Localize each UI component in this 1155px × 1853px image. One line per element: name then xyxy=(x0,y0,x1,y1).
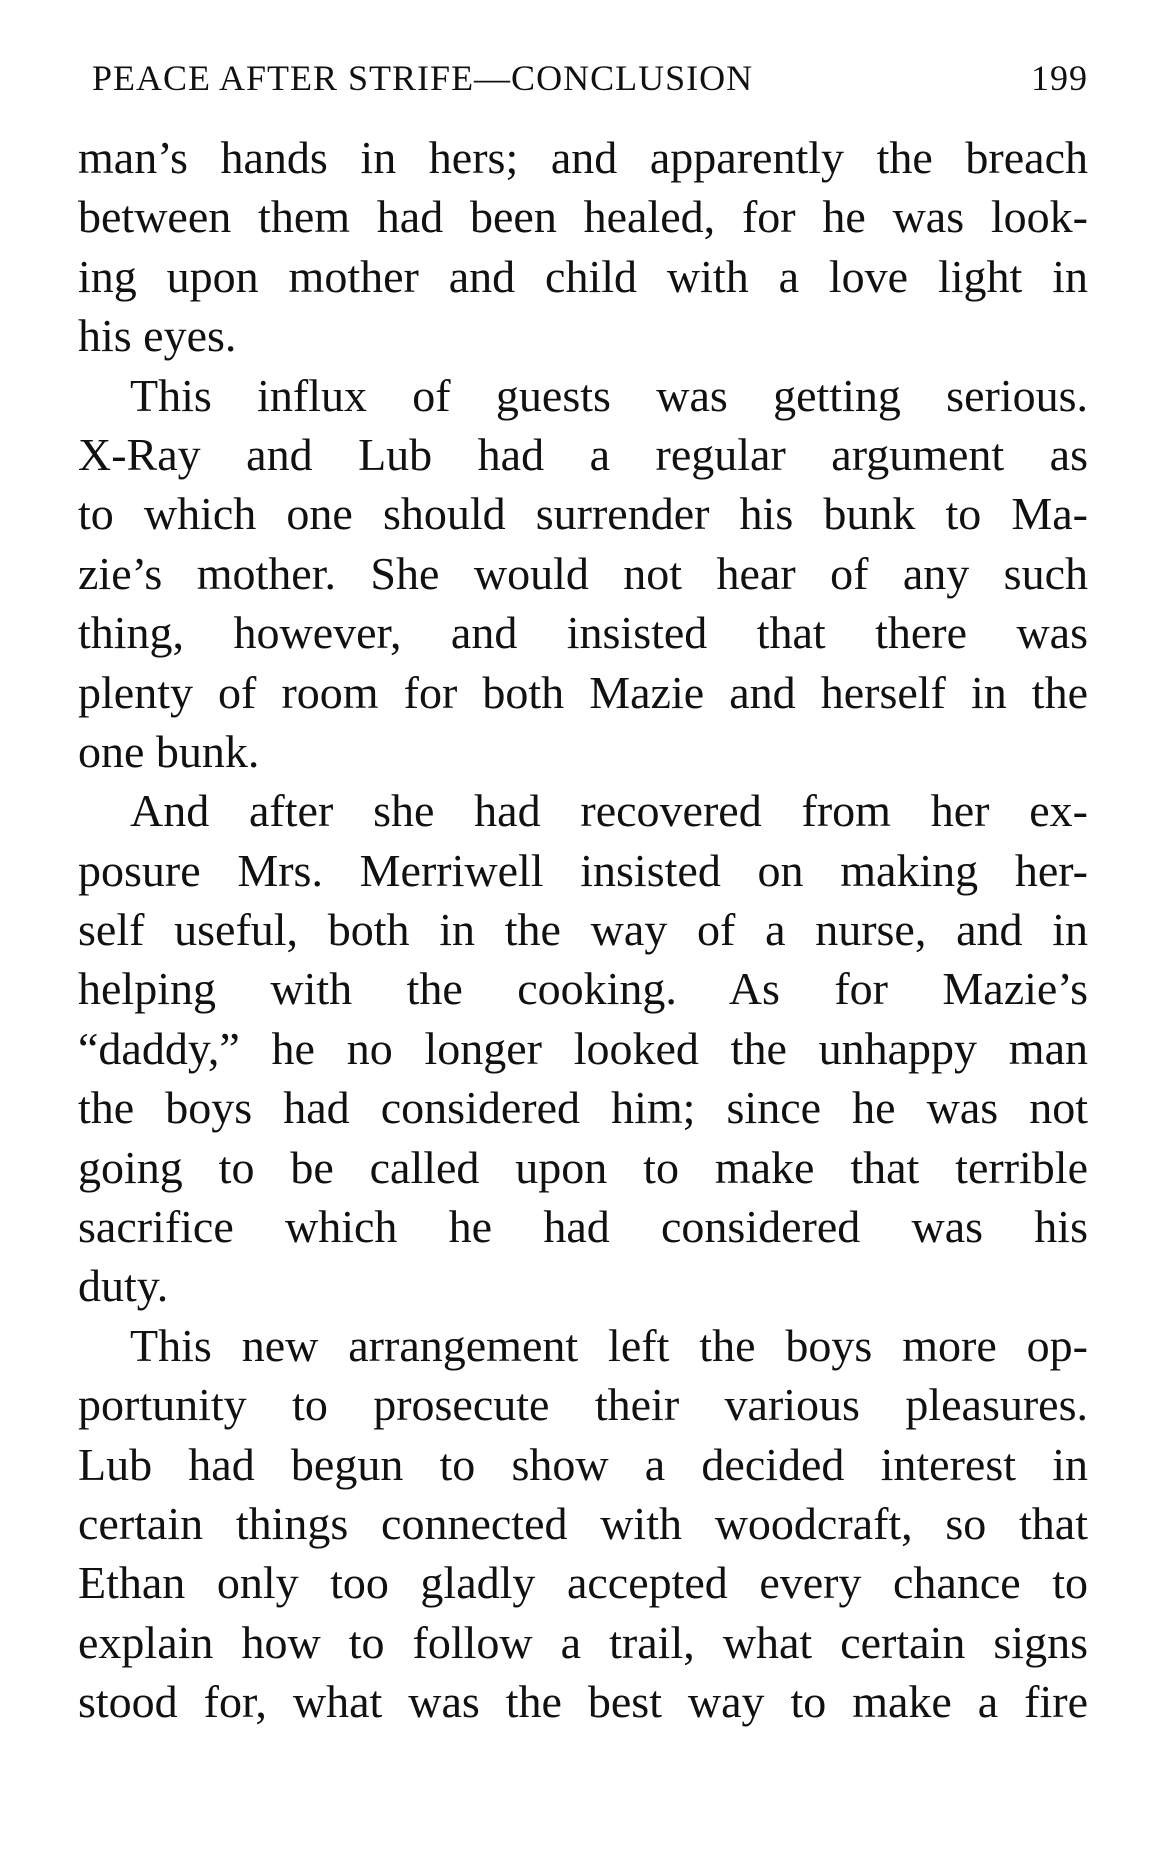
text-line: to which one should surrender his bunk to Ma- xyxy=(78,488,1088,540)
running-title: PEACE AFTER STRIFE—CONCLUSION xyxy=(92,58,754,98)
paragraph xyxy=(78,128,1088,366)
text-line: man’s hands in hers; and apparently the breach xyxy=(78,132,1088,183)
paragraph xyxy=(78,1316,1088,1732)
text-line: sacrifice which he had considered was his xyxy=(78,1201,1088,1253)
text-line: This influx of guests was getting serious. xyxy=(130,369,1088,421)
text-line: And after she had recovered from her ex- xyxy=(130,785,1088,837)
text-line: going to be called upon to make that terrible xyxy=(78,1141,1088,1193)
text-line: zie’s mother. She would not hear of any such xyxy=(78,547,1088,599)
body-text xyxy=(78,128,1088,1732)
paragraph xyxy=(78,781,1088,1316)
running-head xyxy=(78,48,1088,128)
text-line: Lub had begun to show a decided interest in xyxy=(78,1438,1088,1490)
text-line: duty. xyxy=(78,1260,169,1312)
text-line: plenty of room for both Mazie and herself in the xyxy=(78,666,1088,718)
text-line: X-Ray and Lub had a regular argument as xyxy=(78,428,1088,480)
text-line: ing upon mother and child with a love light in xyxy=(78,250,1088,302)
text-line: certain things connected with woodcraft, so that xyxy=(78,1497,1088,1549)
text-line: helping with the cooking. As for Mazie’s xyxy=(78,963,1088,1015)
paragraph xyxy=(78,366,1088,782)
text-line: explain how to follow a trail, what certain signs xyxy=(78,1616,1088,1668)
text-line: one bunk. xyxy=(78,725,260,777)
text-line: between them had been healed, for he was look- xyxy=(78,191,1088,243)
text-line: This new arrangement left the boys more op- xyxy=(130,1319,1088,1371)
text-line: Ethan only too gladly accepted every chance to xyxy=(78,1557,1088,1609)
text-line: stood for, what was the best way to make a fire xyxy=(78,1676,1088,1728)
text-line: the boys had considered him; since he was not xyxy=(78,1082,1088,1134)
book-page xyxy=(78,48,1088,1732)
text-line: self useful, both in the way of a nurse, and in xyxy=(78,904,1088,956)
text-line: thing, however, and insisted that there was xyxy=(78,607,1088,659)
text-line: portunity to prosecute their various pleasures. xyxy=(78,1379,1088,1431)
text-line: “daddy,” he no longer looked the unhappy man xyxy=(78,1022,1088,1074)
text-line: posure Mrs. Merriwell insisted on making her- xyxy=(78,844,1088,896)
page-number: 199 xyxy=(1031,58,1088,98)
text-line: his eyes. xyxy=(78,310,237,362)
